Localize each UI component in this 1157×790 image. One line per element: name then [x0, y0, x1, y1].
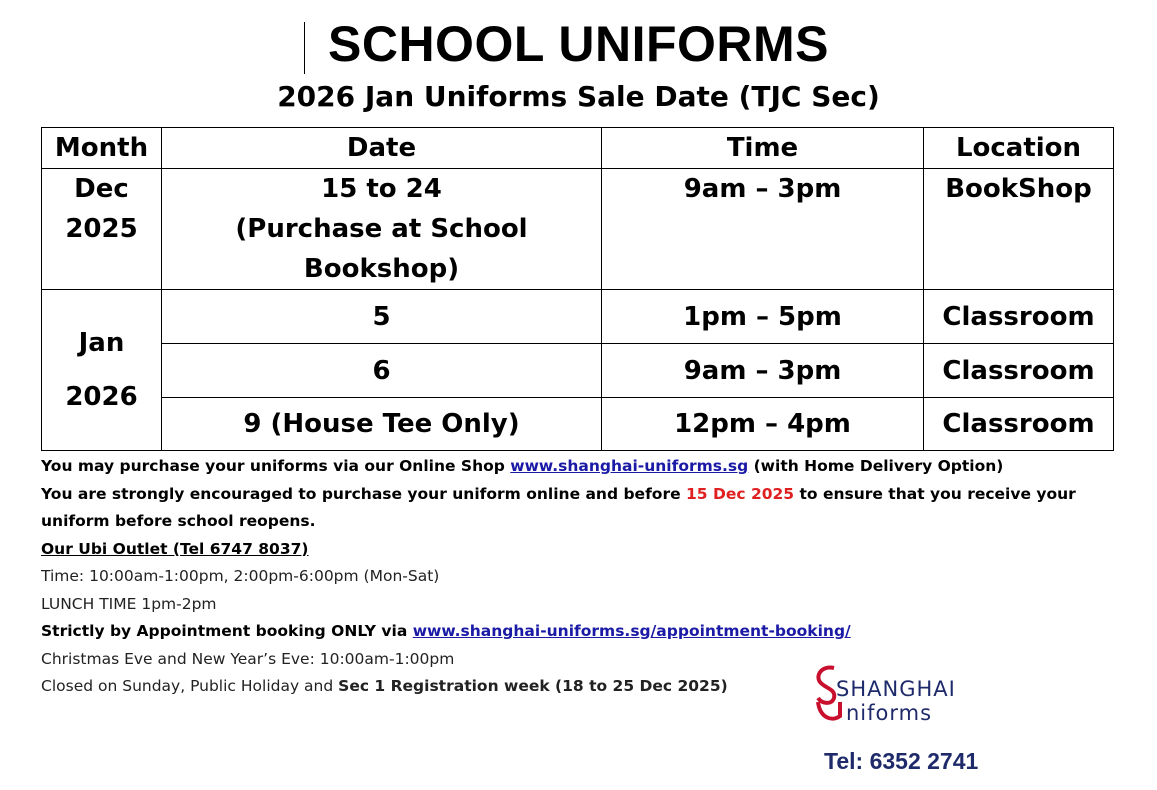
appointment-note: Strictly by Appointment booking ONLY via www.shanghai-uniforms.sg/appointment-booking/ — [41, 622, 851, 640]
outlet-time: Time: 10:00am-1:00pm, 2:00pm-6:00pm (Mon-Sat) — [41, 567, 440, 585]
table-header-row — [42, 128, 1114, 169]
svg-text:niforms: niforms — [846, 701, 933, 725]
time-cell: 9am – 3pm — [602, 344, 924, 398]
column-header-location: Location — [924, 128, 1114, 169]
column-header-time: Time — [602, 128, 924, 169]
sale-schedule-table — [41, 127, 1114, 451]
online-shop-note: You may purchase your uniforms via our Online Shop www.shanghai-uniforms.sg (with Home Delivery Option) — [41, 457, 1004, 475]
date-cell: 15 to 24 (Purchase at School Bookshop) — [162, 169, 602, 290]
online-shop-link[interactable]: www.shanghai-uniforms.sg — [510, 457, 749, 475]
column-header-date: Date — [162, 128, 602, 169]
svg-text:SHANGHAI: SHANGHAI — [836, 677, 956, 701]
time-cell: 12pm – 4pm — [602, 398, 924, 451]
table-row — [42, 290, 1114, 344]
contact-telephone: Tel: 6352 2741 — [824, 748, 979, 774]
month-cell: Jan 2026 — [42, 290, 162, 451]
closed-note: Closed on Sunday, Public Holiday and Sec 1 Registration week (18 to 25 Dec 2025) — [41, 677, 728, 695]
table-row — [42, 169, 1114, 290]
lunch-time: LUNCH TIME 1pm-2pm — [41, 594, 217, 613]
appointment-booking-link[interactable]: www.shanghai-uniforms.sg/appointment-booking/ — [412, 622, 851, 640]
time-cell: 9am – 3pm — [602, 169, 924, 290]
encourage-note: You are strongly encouraged to purchase your uniform online and before 15 Dec 2025 to ensure that you receive your uniform before school reopens. — [41, 484, 1076, 530]
eve-hours: Christmas Eve and New Year’s Eve: 10:00am-1:00pm — [41, 649, 455, 668]
time-cell: 1pm – 5pm — [602, 290, 924, 344]
table-row — [42, 344, 1114, 398]
shanghai-uniforms-logo — [812, 662, 980, 726]
table-row — [42, 398, 1114, 451]
deadline-date: 15 Dec 2025 — [686, 484, 795, 503]
location-cell: Classroom — [924, 398, 1114, 451]
month-cell: Dec 2025 — [42, 169, 162, 290]
date-cell: 9 (House Tee Only) — [162, 398, 602, 451]
page-title: SCHOOL UNIFORMS — [327, 16, 830, 72]
page-subtitle: 2026 Jan Uniforms Sale Date (TJC Sec) — [277, 80, 880, 113]
location-cell: BookShop — [924, 169, 1114, 290]
date-cell: 5 — [162, 290, 602, 344]
column-header-month: Month — [42, 128, 162, 169]
text-cursor — [304, 22, 305, 74]
location-cell: Classroom — [924, 344, 1114, 398]
location-cell: Classroom — [924, 290, 1114, 344]
outlet-heading: Our Ubi Outlet (Tel 6747 8037) — [41, 539, 309, 558]
date-cell: 6 — [162, 344, 602, 398]
